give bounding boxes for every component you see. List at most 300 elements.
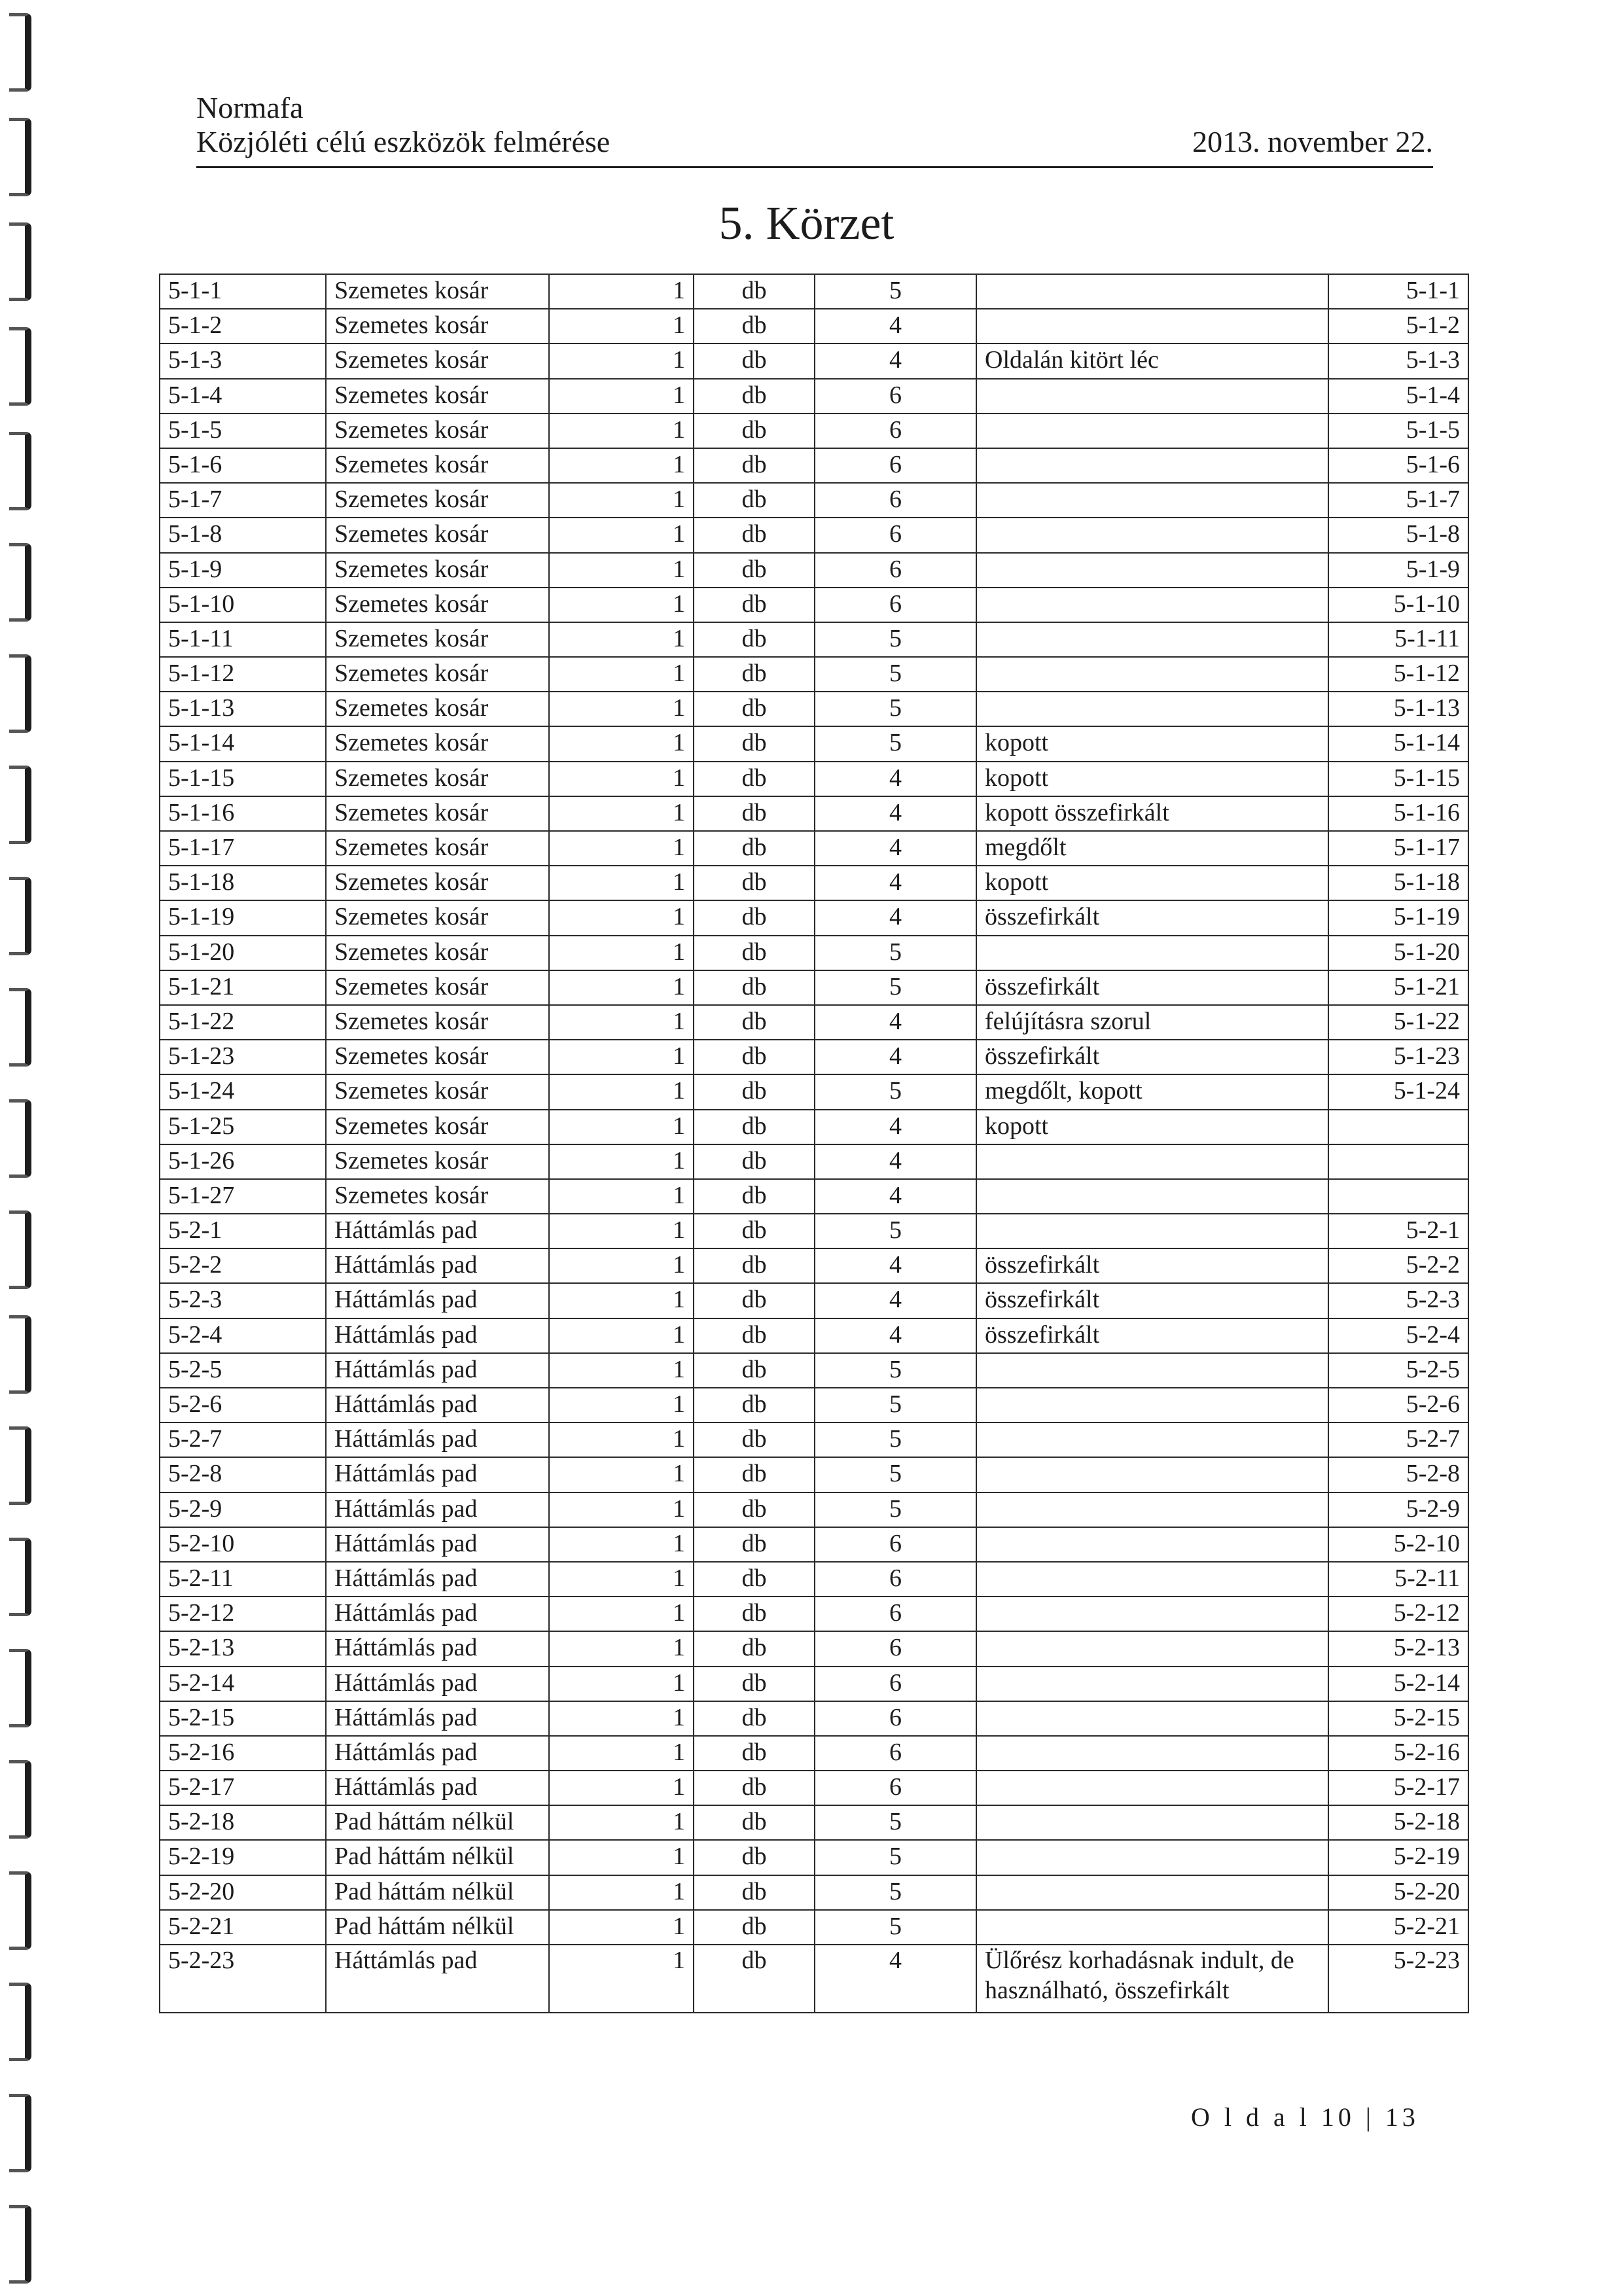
table-row (160, 1353, 1468, 1388)
cell-photo-ref: 5-1-16 (1328, 796, 1468, 831)
cell-id: 5-2-20 (160, 1875, 326, 1910)
cell-quantity: 1 (549, 588, 694, 622)
cell-item: Háttámlás pad (326, 1457, 549, 1492)
table-row (160, 970, 1468, 1005)
table-row (160, 1631, 1468, 1666)
cell-condition-grade: 5 (815, 726, 976, 761)
cell-note (976, 1805, 1328, 1840)
cell-note (976, 1492, 1328, 1527)
cell-quantity: 1 (549, 553, 694, 588)
cell-quantity: 1 (549, 1353, 694, 1388)
cell-condition-grade: 6 (815, 553, 976, 588)
cell-note (976, 1144, 1328, 1179)
cell-photo-ref: 5-1-10 (1328, 588, 1468, 622)
cell-condition-grade: 4 (815, 309, 976, 344)
page-header (196, 124, 1433, 168)
cell-quantity: 1 (549, 1283, 694, 1318)
cell-condition-grade: 4 (815, 1945, 976, 2013)
binder-ring (9, 988, 31, 1067)
binder-ring (9, 1538, 31, 1616)
cell-note: felújításra szorul (976, 1005, 1328, 1040)
cell-quantity: 1 (549, 900, 694, 935)
cell-photo-ref: 5-1-19 (1328, 900, 1468, 935)
cell-note: kopott (976, 1110, 1328, 1144)
cell-photo-ref: 5-2-14 (1328, 1667, 1468, 1701)
cell-condition-grade: 4 (815, 1179, 976, 1214)
cell-quantity: 1 (549, 936, 694, 970)
cell-item: Szemetes kosár (326, 866, 549, 900)
cell-condition-grade: 6 (815, 448, 976, 483)
table-row (160, 379, 1468, 414)
cell-quantity: 1 (549, 1040, 694, 1074)
cell-photo-ref: 5-1-12 (1328, 657, 1468, 692)
cell-note: megdőlt, kopott (976, 1074, 1328, 1109)
cell-note (976, 483, 1328, 518)
cell-id: 5-2-21 (160, 1910, 326, 1945)
cell-id: 5-1-4 (160, 379, 326, 414)
table-row (160, 1875, 1468, 1910)
cell-condition-grade: 5 (815, 1353, 976, 1388)
cell-quantity: 1 (549, 1248, 694, 1283)
cell-unit: db (694, 483, 815, 518)
cell-id: 5-1-22 (160, 1005, 326, 1040)
cell-condition-grade: 4 (815, 1144, 976, 1179)
cell-condition-grade: 6 (815, 379, 976, 414)
cell-note (976, 1910, 1328, 1945)
cell-condition-grade: 5 (815, 1910, 976, 1945)
cell-unit: db (694, 1910, 815, 1945)
cell-item: Szemetes kosár (326, 831, 549, 866)
table-row (160, 1701, 1468, 1736)
cell-unit: db (694, 274, 815, 309)
cell-condition-grade: 5 (815, 1805, 976, 1840)
cell-id: 5-2-1 (160, 1214, 326, 1248)
cell-note (976, 1667, 1328, 1701)
cell-photo-ref: 5-2-19 (1328, 1840, 1468, 1875)
cell-unit: db (694, 414, 815, 448)
cell-note (976, 553, 1328, 588)
cell-unit: db (694, 1562, 815, 1597)
table-row (160, 1910, 1468, 1945)
table-row (160, 1457, 1468, 1492)
cell-quantity: 1 (549, 1074, 694, 1109)
cell-condition-grade: 4 (815, 1005, 976, 1040)
cell-photo-ref: 5-2-13 (1328, 1631, 1468, 1666)
cell-condition-grade: 5 (815, 1492, 976, 1527)
cell-unit: db (694, 309, 815, 344)
cell-note: összefirkált (976, 1040, 1328, 1074)
cell-item: Szemetes kosár (326, 448, 549, 483)
cell-quantity: 1 (549, 448, 694, 483)
table-row (160, 1562, 1468, 1597)
cell-id: 5-2-2 (160, 1248, 326, 1283)
cell-note (976, 1840, 1328, 1875)
table-row (160, 1283, 1468, 1318)
cell-id: 5-1-5 (160, 414, 326, 448)
cell-quantity: 1 (549, 726, 694, 761)
cell-note: Oldalán kitört léc (976, 344, 1328, 378)
cell-item: Szemetes kosár (326, 1040, 549, 1074)
cell-id: 5-1-17 (160, 831, 326, 866)
cell-id: 5-2-17 (160, 1771, 326, 1805)
table-row (160, 588, 1468, 622)
cell-condition-grade: 6 (815, 483, 976, 518)
cell-photo-ref: 5-1-11 (1328, 622, 1468, 657)
cell-unit: db (694, 1667, 815, 1701)
cell-note (976, 657, 1328, 692)
table-row (160, 692, 1468, 726)
cell-note (976, 1736, 1328, 1771)
cell-quantity: 1 (549, 1562, 694, 1597)
cell-photo-ref: 5-1-5 (1328, 414, 1468, 448)
cell-unit: db (694, 379, 815, 414)
table-row (160, 1736, 1468, 1771)
cell-note: kopott összefirkált (976, 796, 1328, 831)
cell-photo-ref: 5-1-24 (1328, 1074, 1468, 1109)
cell-condition-grade: 5 (815, 970, 976, 1005)
cell-item: Szemetes kosár (326, 726, 549, 761)
cell-item: Szemetes kosár (326, 936, 549, 970)
cell-id: 5-1-14 (160, 726, 326, 761)
cell-unit: db (694, 692, 815, 726)
cell-condition-grade: 6 (815, 1667, 976, 1701)
cell-condition-grade: 6 (815, 1597, 976, 1631)
cell-unit: db (694, 1388, 815, 1422)
cell-condition-grade: 5 (815, 622, 976, 657)
cell-condition-grade: 5 (815, 1875, 976, 1910)
cell-item: Szemetes kosár (326, 900, 549, 935)
cell-id: 5-2-10 (160, 1527, 326, 1562)
binder-ring (9, 13, 31, 92)
cell-unit: db (694, 1040, 815, 1074)
cell-unit: db (694, 1214, 815, 1248)
cell-photo-ref: 5-2-17 (1328, 1771, 1468, 1805)
cell-item: Háttámlás pad (326, 1214, 549, 1248)
cell-condition-grade: 6 (815, 1562, 976, 1597)
binder-ring (9, 118, 31, 196)
cell-item: Háttámlás pad (326, 1597, 549, 1631)
cell-item: Pad háttám nélkül (326, 1910, 549, 1945)
cell-unit: db (694, 1597, 815, 1631)
cell-photo-ref: 5-1-4 (1328, 379, 1468, 414)
cell-id: 5-1-1 (160, 274, 326, 309)
table-row (160, 900, 1468, 935)
cell-note (976, 1771, 1328, 1805)
cell-quantity: 1 (549, 657, 694, 692)
cell-item: Háttámlás pad (326, 1422, 549, 1457)
cell-quantity: 1 (549, 692, 694, 726)
binder-ring (9, 327, 31, 406)
cell-id: 5-1-10 (160, 588, 326, 622)
cell-photo-ref: 5-1-21 (1328, 970, 1468, 1005)
cell-photo-ref: 5-2-6 (1328, 1388, 1468, 1422)
cell-unit: db (694, 588, 815, 622)
table-row (160, 1248, 1468, 1283)
cell-photo-ref: 5-1-15 (1328, 762, 1468, 796)
table-row (160, 1074, 1468, 1109)
cell-condition-grade: 6 (815, 414, 976, 448)
cell-id: 5-1-13 (160, 692, 326, 726)
cell-photo-ref: 5-1-23 (1328, 1040, 1468, 1074)
cell-photo-ref: 5-1-13 (1328, 692, 1468, 726)
cell-note (976, 1527, 1328, 1562)
cell-quantity: 1 (549, 1736, 694, 1771)
cell-note (976, 274, 1328, 309)
cell-unit: db (694, 1457, 815, 1492)
cell-unit: db (694, 900, 815, 935)
cell-id: 5-1-3 (160, 344, 326, 378)
table-row (160, 1771, 1468, 1805)
table-row (160, 1667, 1468, 1701)
cell-note (976, 588, 1328, 622)
table-row (160, 1805, 1468, 1840)
cell-item: Háttámlás pad (326, 1353, 549, 1388)
cell-quantity: 1 (549, 1597, 694, 1631)
cell-condition-grade: 5 (815, 1388, 976, 1422)
cell-item: Háttámlás pad (326, 1492, 549, 1527)
cell-note (976, 1875, 1328, 1910)
cell-quantity: 1 (549, 1631, 694, 1666)
binder-ring (9, 1315, 31, 1394)
cell-condition-grade: 4 (815, 1283, 976, 1318)
cell-note: megdőlt (976, 831, 1328, 866)
cell-item: Pad háttám nélkül (326, 1840, 549, 1875)
cell-note (976, 1457, 1328, 1492)
cell-unit: db (694, 1074, 815, 1109)
cell-quantity: 1 (549, 1701, 694, 1736)
cell-note (976, 1562, 1328, 1597)
cell-condition-grade: 5 (815, 274, 976, 309)
cell-photo-ref: 5-2-11 (1328, 1562, 1468, 1597)
cell-note: összefirkált (976, 1283, 1328, 1318)
cell-id: 5-2-15 (160, 1701, 326, 1736)
cell-id: 5-1-11 (160, 622, 326, 657)
cell-condition-grade: 6 (815, 1736, 976, 1771)
cell-note (976, 1701, 1328, 1736)
cell-unit: db (694, 1771, 815, 1805)
cell-id: 5-1-20 (160, 936, 326, 970)
cell-id: 5-2-5 (160, 1353, 326, 1388)
table-row (160, 1840, 1468, 1875)
cell-id: 5-2-13 (160, 1631, 326, 1666)
cell-photo-ref: 5-2-23 (1328, 1945, 1468, 2013)
table-row (160, 483, 1468, 518)
cell-condition-grade: 5 (815, 1074, 976, 1109)
cell-unit: db (694, 1318, 815, 1353)
cell-condition-grade: 4 (815, 762, 976, 796)
table-row (160, 1388, 1468, 1422)
cell-photo-ref: 5-1-3 (1328, 344, 1468, 378)
table-row (160, 1179, 1468, 1214)
cell-id: 5-2-19 (160, 1840, 326, 1875)
cell-item: Szemetes kosár (326, 796, 549, 831)
cell-condition-grade: 4 (815, 831, 976, 866)
table-row (160, 274, 1468, 309)
cell-quantity: 1 (549, 622, 694, 657)
cell-quantity: 1 (549, 1457, 694, 1492)
cell-unit: db (694, 1701, 815, 1736)
cell-unit: db (694, 518, 815, 552)
cell-item: Szemetes kosár (326, 1144, 549, 1179)
cell-condition-grade: 6 (815, 1771, 976, 1805)
cell-id: 5-1-8 (160, 518, 326, 552)
cell-note (976, 1388, 1328, 1422)
cell-item: Szemetes kosár (326, 588, 549, 622)
cell-id: 5-1-27 (160, 1179, 326, 1214)
header-date: 2013. november 22. (1192, 125, 1433, 158)
cell-id: 5-1-7 (160, 483, 326, 518)
cell-condition-grade: 4 (815, 866, 976, 900)
table-row (160, 1492, 1468, 1527)
binder-rings (0, 0, 59, 2296)
cell-unit: db (694, 448, 815, 483)
cell-item: Szemetes kosár (326, 379, 549, 414)
cell-id: 5-1-2 (160, 309, 326, 344)
cell-item: Szemetes kosár (326, 657, 549, 692)
cell-unit: db (694, 1110, 815, 1144)
cell-photo-ref: 5-2-21 (1328, 1910, 1468, 1945)
cell-condition-grade: 6 (815, 1527, 976, 1562)
cell-photo-ref: 5-2-2 (1328, 1248, 1468, 1283)
cell-unit: db (694, 1353, 815, 1388)
cell-photo-ref: 5-2-9 (1328, 1492, 1468, 1527)
cell-note: összefirkált (976, 1248, 1328, 1283)
cell-item: Szemetes kosár (326, 309, 549, 344)
binder-ring (9, 654, 31, 733)
cell-note (976, 1353, 1328, 1388)
cell-id: 5-1-19 (160, 900, 326, 935)
binder-ring (9, 1426, 31, 1505)
cell-id: 5-2-23 (160, 1945, 326, 2013)
table-row (160, 936, 1468, 970)
cell-item: Szemetes kosár (326, 1179, 549, 1214)
cell-quantity: 1 (549, 1422, 694, 1457)
table-row (160, 553, 1468, 588)
cell-photo-ref: 5-2-20 (1328, 1875, 1468, 1910)
cell-note: kopott (976, 866, 1328, 900)
cell-condition-grade: 4 (815, 900, 976, 935)
cell-condition-grade: 4 (815, 1040, 976, 1074)
cell-note: kopott (976, 726, 1328, 761)
cell-id: 5-1-21 (160, 970, 326, 1005)
cell-condition-grade: 5 (815, 936, 976, 970)
cell-quantity: 1 (549, 1179, 694, 1214)
cell-photo-ref: 5-1-9 (1328, 553, 1468, 588)
cell-note: összefirkált (976, 970, 1328, 1005)
cell-condition-grade: 5 (815, 657, 976, 692)
cell-photo-ref: 5-1-7 (1328, 483, 1468, 518)
cell-photo-ref: 5-1-8 (1328, 518, 1468, 552)
cell-photo-ref: 5-1-20 (1328, 936, 1468, 970)
table-row (160, 1597, 1468, 1631)
cell-quantity: 1 (549, 414, 694, 448)
cell-quantity: 1 (549, 796, 694, 831)
cell-condition-grade: 5 (815, 692, 976, 726)
cell-id: 5-2-6 (160, 1388, 326, 1422)
cell-id: 5-2-16 (160, 1736, 326, 1771)
cell-photo-ref: 5-2-7 (1328, 1422, 1468, 1457)
cell-note (976, 1631, 1328, 1666)
cell-unit: db (694, 796, 815, 831)
cell-unit: db (694, 1527, 815, 1562)
cell-condition-grade: 4 (815, 1248, 976, 1283)
cell-photo-ref: 5-1-6 (1328, 448, 1468, 483)
cell-unit: db (694, 344, 815, 378)
cell-note: összefirkált (976, 900, 1328, 935)
table-row (160, 1144, 1468, 1179)
table-row (160, 1945, 1468, 2013)
table-row (160, 796, 1468, 831)
cell-id: 5-2-7 (160, 1422, 326, 1457)
table-row (160, 622, 1468, 657)
cell-item: Szemetes kosár (326, 553, 549, 588)
cell-condition-grade: 6 (815, 588, 976, 622)
cell-condition-grade: 6 (815, 1701, 976, 1736)
cell-unit: db (694, 831, 815, 866)
cell-photo-ref (1328, 1144, 1468, 1179)
cell-photo-ref (1328, 1110, 1468, 1144)
cell-quantity: 1 (549, 1318, 694, 1353)
binder-ring (9, 1649, 31, 1727)
cell-photo-ref: 5-1-1 (1328, 274, 1468, 309)
cell-unit: db (694, 970, 815, 1005)
cell-unit: db (694, 1945, 815, 2013)
cell-id: 5-1-18 (160, 866, 326, 900)
table-row (160, 1110, 1468, 1144)
cell-condition-grade: 4 (815, 1318, 976, 1353)
binder-ring (9, 877, 31, 955)
cell-quantity: 1 (549, 274, 694, 309)
cell-unit: db (694, 1631, 815, 1666)
cell-note (976, 1422, 1328, 1457)
binder-ring (9, 1983, 31, 2061)
cell-item: Szemetes kosár (326, 274, 549, 309)
cell-photo-ref: 5-2-10 (1328, 1527, 1468, 1562)
cell-photo-ref: 5-2-18 (1328, 1805, 1468, 1840)
cell-item: Szemetes kosár (326, 1110, 549, 1144)
cell-id: 5-1-16 (160, 796, 326, 831)
cell-note (976, 448, 1328, 483)
cell-condition-grade: 4 (815, 1110, 976, 1144)
cell-photo-ref: 5-2-1 (1328, 1214, 1468, 1248)
cell-photo-ref: 5-1-18 (1328, 866, 1468, 900)
cell-note (976, 622, 1328, 657)
inventory-table (159, 274, 1469, 2013)
cell-unit: db (694, 1179, 815, 1214)
cell-quantity: 1 (549, 309, 694, 344)
cell-item: Szemetes kosár (326, 414, 549, 448)
cell-unit: db (694, 1005, 815, 1040)
table-row (160, 866, 1468, 900)
table-row (160, 518, 1468, 552)
cell-unit: db (694, 1283, 815, 1318)
cell-id: 5-1-6 (160, 448, 326, 483)
cell-condition-grade: 6 (815, 1631, 976, 1666)
binder-ring (9, 543, 31, 622)
cell-item: Szemetes kosár (326, 518, 549, 552)
cell-photo-ref: 5-1-2 (1328, 309, 1468, 344)
table-row (160, 448, 1468, 483)
cell-quantity: 1 (549, 1492, 694, 1527)
cell-photo-ref: 5-2-4 (1328, 1318, 1468, 1353)
cell-quantity: 1 (549, 762, 694, 796)
cell-item: Szemetes kosár (326, 692, 549, 726)
cell-unit: db (694, 1492, 815, 1527)
cell-item: Pad háttám nélkül (326, 1875, 549, 1910)
cell-unit: db (694, 866, 815, 900)
cell-quantity: 1 (549, 1144, 694, 1179)
cell-item: Szemetes kosár (326, 970, 549, 1005)
